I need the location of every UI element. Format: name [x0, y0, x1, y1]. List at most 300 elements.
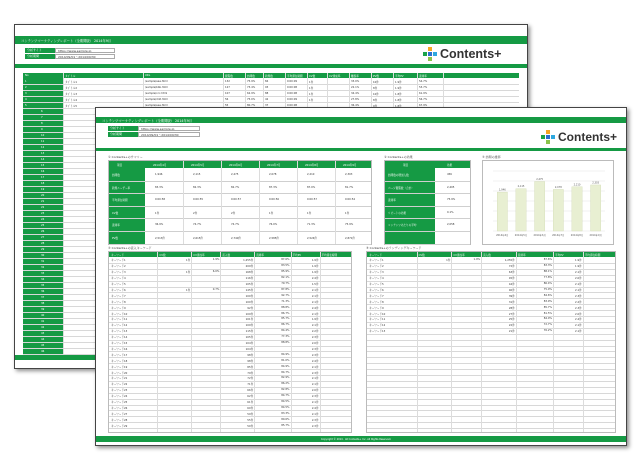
summary-col-divider — [183, 161, 184, 244]
table-cell: 1件 — [309, 98, 314, 102]
entry_keywords-cell: キーワード28 — [111, 418, 128, 422]
internal_keywords-cell: キーワード4 — [369, 277, 384, 281]
row-divider — [23, 96, 519, 97]
internal_keywords-row-divider — [367, 428, 615, 429]
summary-cell: 0:00:56 — [269, 198, 279, 202]
entry_keywords-cell: 84.4% — [281, 329, 290, 333]
entry_keywords-header-cell: キーワード — [111, 254, 124, 257]
entry_keywords-cell: キーワード21 — [111, 377, 128, 381]
summary-cell: 74.7% — [193, 223, 202, 227]
row-number: 38 — [41, 301, 45, 305]
internal_keywords-col-divider — [553, 252, 554, 432]
effect-section-title: ② Contents+の効果 — [384, 155, 413, 159]
entry_keywords-cell: 1.9件 — [311, 318, 319, 322]
internal_keywords-row-divider — [367, 363, 615, 364]
table-header-cell: 新規数 — [265, 75, 273, 78]
table-cell: 56 — [225, 97, 229, 101]
entry_keywords-cell: 92.7% — [281, 293, 290, 297]
row-number: 27 — [41, 235, 45, 239]
internal_keywords-cell: 45件 — [508, 277, 515, 281]
row-number: 26 — [41, 229, 45, 233]
summary-header-cell: 2014年6月 — [229, 164, 243, 167]
table-cell: 55 — [225, 103, 229, 107]
entry_keywords-cell: キーワード25 — [111, 401, 128, 404]
summary-cell: 87.3% — [269, 185, 278, 189]
entry_keywords-cell: 85.7% — [281, 423, 290, 427]
internal_keywords-col-divider — [583, 252, 584, 432]
table-cell: 10件 — [373, 92, 379, 96]
chart-data-label: 2,210 — [573, 183, 581, 187]
chart-data-label: 2,475 — [536, 178, 544, 181]
entry_keywords-cell: 2.0件 — [311, 389, 319, 393]
entry_keywords-header-cell: 直帰率 — [256, 254, 264, 257]
row-number: 16 — [41, 169, 45, 173]
table-cell: 1.9件 — [395, 86, 402, 90]
header-bar — [96, 117, 626, 123]
internal_keywords-cell: 77.8% — [543, 276, 552, 280]
summary-header-cell: 2014年5月 — [191, 164, 205, 167]
entry_keywords-cell: 2.1件 — [311, 288, 319, 292]
internal_keywords-cell: 84.0% — [543, 317, 552, 321]
internal_keywords-cell: 44件 — [508, 283, 515, 286]
row-number: 23 — [41, 211, 45, 215]
entry_keywords-cell: キーワード13 — [111, 330, 128, 334]
internal_keywords-cell: 2.1件 — [575, 283, 582, 286]
internal_keywords-cell: 2.4件 — [575, 318, 582, 322]
entry_keywords-cell: 2.3件 — [311, 336, 319, 340]
table-cell: タイトル1 — [65, 80, 77, 84]
row-divider — [23, 102, 519, 103]
table-cell: /sample/eee.html — [145, 103, 168, 107]
entry_keywords-cell: 79件 — [247, 371, 254, 375]
entry_keywords-cell: 6.0% — [212, 270, 220, 274]
effect-cell: 0.1% — [447, 210, 454, 214]
entry_keywords-cell: 1件 — [186, 288, 191, 292]
summary-cell: 2,740件 — [231, 237, 242, 240]
entry_keywords-cell: 2.3件 — [311, 371, 319, 375]
entry_keywords-cell: キーワード1 — [111, 259, 126, 263]
table-header-cell: No — [25, 74, 29, 77]
entry_keywords-row-divider — [109, 428, 351, 429]
row-number: 41 — [41, 319, 45, 323]
entry_keywords-col-divider — [157, 252, 158, 432]
summary-cell: 2,303 — [345, 173, 353, 176]
entry_keywords-cell: 100件 — [245, 294, 254, 298]
internal_keywords-cell: 1.9% — [473, 258, 481, 262]
summary-cell: 2,585件 — [269, 237, 280, 240]
summary-row-label: PV数 — [112, 237, 118, 240]
internal_keywords-cell: 75.0% — [543, 287, 552, 291]
table-cell: 54.7% — [419, 79, 428, 83]
internal_keywords-cell: 2.2件 — [575, 300, 582, 304]
site-value: https://www.sample.jp — [138, 126, 200, 131]
entry_keywords-cell: 109件 — [245, 312, 254, 316]
row-number: 6 — [41, 109, 43, 113]
entry_keywords-cell: 1.9件 — [311, 271, 319, 275]
entry_keywords-cell: キーワード4 — [111, 277, 126, 281]
summary-cell: 0:00:54 — [345, 198, 355, 202]
entry_keywords-header-cell: 平均滞在時間 — [321, 254, 338, 257]
row-number: 45 — [41, 343, 45, 347]
entry_keywords-cell: キーワード3 — [111, 271, 126, 275]
entry_keywords-cell: 84.5% — [281, 405, 290, 409]
report-title: コンテンツマーケティングレポート（全期間版） 2014年9月 — [21, 39, 112, 43]
entry_keywords-cell: 66件 — [247, 389, 254, 393]
entry_keywords-cell: 1,255件 — [243, 259, 254, 263]
period-value: 2014/09/01～2014/09/30 — [138, 132, 200, 137]
entry_keywords-col-divider — [291, 252, 292, 432]
internal_keywords-row-divider — [367, 351, 615, 352]
table-cell: 84 — [265, 79, 269, 83]
entry_keywords-cell: 2.3件 — [311, 347, 319, 351]
internal_keywords-cell: 22件 — [508, 324, 515, 328]
entry_keywords-cell: 86.2% — [281, 382, 290, 386]
entry_keywords-cell: 1件 — [186, 271, 191, 275]
summary-cell: 2,871件 — [345, 237, 356, 240]
summary-cell: 76.0% — [269, 223, 278, 227]
summary-cell: 1件 — [155, 211, 160, 215]
entry_keywords-cell: 79.7% — [281, 282, 290, 285]
row-number: 29 — [41, 247, 45, 251]
table-cell: 2 — [25, 85, 27, 89]
internal_keywords-cell: キーワード3 — [369, 271, 384, 275]
summary-cell: 0:00:57 — [307, 198, 317, 202]
row-number: 17 — [41, 175, 45, 179]
internal_keywords-cell: キーワード12 — [369, 324, 386, 328]
table-header-cell: 離脱率 — [351, 75, 359, 78]
entry_keywords-cell: 50件 — [247, 424, 254, 428]
table-header-cell: PV数 — [373, 75, 379, 78]
internal_keywords-row-divider — [367, 399, 615, 400]
chart-bar — [591, 185, 601, 231]
summary-row-divider — [109, 193, 371, 194]
internal_keywords-cell: キーワード9 — [369, 306, 384, 310]
summary-cell: 2件 — [231, 211, 236, 215]
entry_keywords-cell: 85件 — [247, 365, 254, 369]
entry_keywords-cell: 84.7% — [281, 394, 290, 398]
entry_keywords-cell: 60件 — [247, 406, 254, 410]
internal_keywords-cell: 88.1% — [543, 270, 552, 274]
row-number: 10 — [41, 133, 45, 137]
table-cell: 10件 — [373, 80, 379, 84]
entry_keywords-cell: 209件 — [245, 265, 254, 269]
entry_keywords-cell: 85.9% — [281, 270, 290, 274]
entry_keywords-cell: 2.1件 — [311, 412, 319, 416]
effect-row-label: コンテンツあたりの平均 — [388, 224, 417, 228]
divider-bar — [15, 64, 527, 68]
internal_keywords-cell: 21件 — [508, 330, 515, 334]
entry_keywords-cell: 1.9件 — [311, 265, 319, 269]
summary-header-cell: 項目 — [117, 164, 123, 167]
internal_keywords-cell: キーワード1 — [369, 259, 384, 263]
summary-cell: 71.3% — [307, 223, 316, 227]
site-label: 分析サイト — [108, 126, 138, 131]
internal_keywords-cell: キーワード8 — [369, 300, 384, 304]
summary-cell: 2,078 — [269, 173, 277, 176]
entry_keywords-col-divider — [254, 252, 255, 432]
table-cell: 33.0% — [351, 79, 360, 83]
entry_keywords-cell: 84.9% — [281, 364, 290, 368]
table-cell: 73.4% — [247, 85, 256, 89]
internal_keywords-col-divider — [417, 252, 418, 432]
table-cell: タイトル5 — [65, 104, 77, 108]
effect-row-divider — [385, 218, 470, 219]
table-cell: 9件 — [373, 104, 378, 108]
chart-bar — [516, 189, 526, 231]
entry_keywords-cell: 85.7% — [281, 317, 290, 321]
row-number: 18 — [41, 181, 45, 185]
internal_keywords-header-cell: 平均PV — [555, 254, 564, 257]
entry_keywords-cell: 71件 — [247, 383, 254, 387]
row-number: 44 — [41, 337, 45, 341]
summary-header-cell: 2014年9月 — [343, 164, 357, 167]
summary-header-cell: 2014年8月 — [305, 164, 319, 167]
site-label: 分析サイト — [25, 48, 55, 53]
entry_keywords-cell: 84.9% — [281, 352, 290, 356]
internal_keywords-cell: 2.3件 — [575, 306, 582, 310]
chart-category-label: 2014年4月 — [496, 234, 509, 237]
entry_keywords-cell: 77.3% — [281, 335, 290, 339]
table-cell: 42 — [265, 97, 269, 101]
internal_keywords-cell: 25件 — [508, 318, 515, 322]
table-cell: 1件 — [309, 92, 314, 96]
internal_keywords-cell: 1.9件 — [575, 265, 582, 269]
entry_keywords-cell: 59件 — [247, 412, 254, 416]
internal_keywords-header-row — [367, 252, 615, 257]
internal_keywords-cell: キーワード6 — [369, 288, 384, 292]
summary-col-divider — [259, 161, 260, 244]
table-cell: /sample/ddd.html — [145, 97, 168, 101]
table-cell: 1 — [25, 79, 27, 83]
summary-cell: 0:00:55 — [193, 198, 203, 202]
chart-section-title: ③ 訪問の推移 — [482, 155, 501, 159]
summary-cell: 2,513件 — [155, 237, 166, 240]
entry_keywords-cell: キーワード19 — [111, 365, 128, 369]
summary-row-label: CV数 — [112, 211, 119, 215]
entry_keywords-header-cell: CV数 — [159, 254, 166, 257]
summary-cell: 1,946 — [155, 173, 163, 176]
internal_keywords-cell: 2.3件 — [575, 294, 582, 298]
internal_keywords-cell: 85.7% — [543, 305, 552, 309]
table-cell: 3 — [25, 91, 27, 95]
chart-category-label: 2014年7月 — [552, 234, 565, 237]
entry_keywords-cell: 98件 — [247, 359, 254, 363]
entry_keywords-header-cell: 流入数 — [222, 254, 231, 257]
table-cell: 56.7% — [419, 97, 428, 101]
internal_keywords-row-divider — [367, 393, 615, 394]
entry_keywords-cell: 84.5% — [281, 400, 290, 403]
entry_keywords-cell: キーワード22 — [111, 383, 128, 387]
internal_keywords-row-divider — [367, 405, 615, 406]
entry_keywords-cell: キーワード27 — [111, 412, 128, 416]
table-header-cell: 直帰率 — [419, 75, 427, 78]
entry_keywords-cell: 87.6% — [281, 258, 290, 262]
entry_keywords-cell: キーワード26 — [111, 406, 128, 410]
brand-logo — [541, 130, 617, 144]
summary-cell: 82.7% — [231, 185, 240, 189]
report-sheet-front — [95, 107, 627, 446]
entry_keywords-cell: キーワード10 — [111, 312, 128, 316]
chart-category-label: 2014年9月 — [589, 234, 602, 237]
chart-category-label: 2014年5月 — [514, 234, 528, 237]
entry-keyword-table — [108, 251, 352, 433]
summary-col-divider — [297, 161, 298, 244]
internal_keywords-row-divider — [367, 375, 615, 376]
chart-bar — [497, 192, 507, 231]
summary-row-divider — [109, 181, 371, 182]
entry_keywords-header-cell: 平均PV — [292, 254, 302, 257]
entry_keywords-cell: 83.5% — [281, 264, 290, 268]
chart-bar — [572, 187, 582, 231]
row-number: 8 — [41, 121, 43, 125]
report-title: コンテンツマーケティングレポート（全期間版） 2014年9月 — [102, 119, 193, 123]
internal_keywords-cell: 2.1件 — [575, 330, 582, 334]
entry_keywords-cell: 2.1件 — [311, 377, 319, 381]
table-cell: 0:00:09 — [287, 79, 297, 83]
entry_keywords-cell: キーワード12 — [111, 324, 128, 328]
entry_keywords-col-divider — [320, 252, 321, 432]
visits-bar-chart — [483, 161, 613, 244]
table-cell: 75.9% — [247, 79, 256, 83]
entry_keywords-cell: 2.3件 — [311, 424, 319, 428]
chart-data-label: 2,115 — [517, 185, 525, 189]
internal_keywords-cell: 81.5% — [543, 311, 552, 315]
period-label: 分析期間 — [108, 132, 138, 137]
entry_keywords-cell: キーワード29 — [111, 424, 128, 428]
row-number: 24 — [41, 217, 45, 221]
internal_keywords-row-divider — [367, 381, 615, 382]
table-cell: 80.7% — [247, 103, 256, 107]
internal_keywords-cell: 83.3% — [543, 264, 552, 268]
row-number: 21 — [41, 199, 45, 203]
summary-row-label: 新規ユーザー率 — [112, 186, 131, 190]
summary-row-divider — [109, 218, 371, 219]
row-number: 39 — [41, 307, 45, 311]
row-number: 22 — [41, 205, 45, 209]
internal_keywords-cell: 27件 — [508, 312, 515, 316]
row-number: 37 — [41, 295, 45, 299]
internal_keywords-cell: 87.6% — [543, 258, 552, 262]
internal_keywords-col-divider — [481, 252, 482, 432]
internal_keywords-header-cell: CV達成率 — [453, 254, 465, 257]
summary-cell: 82.3% — [193, 185, 202, 189]
table-cell: 8件 — [373, 86, 378, 90]
summary-cell: 2,475 — [231, 173, 239, 176]
table-header-cell: CV達成率 — [329, 75, 341, 78]
internal_keywords-row-divider — [367, 416, 615, 417]
table-cell: /sample/ccc.html — [145, 91, 168, 95]
summary-cell: 1件 — [269, 211, 274, 215]
table-cell: 27.8% — [351, 97, 360, 101]
table-cell: タイトル4 — [65, 98, 77, 102]
entry_keywords-cell: キーワード16 — [111, 347, 128, 351]
summary-header-cell: 2014年7月 — [267, 164, 281, 167]
entry-keyword-section-title: ④ Contents+の流入キーワード — [108, 246, 152, 250]
period-value: 2014/09/01～2014/09/30 — [55, 54, 115, 59]
table-header-cell: 訪問数 — [247, 75, 255, 78]
summary-cell: 36.9% — [155, 223, 164, 227]
row-number: 33 — [41, 271, 45, 275]
table-cell: 53.7% — [419, 85, 428, 89]
summary-cell: 2,210 — [307, 173, 315, 176]
effect-row-divider — [385, 193, 470, 194]
logo-text: Contents+ — [558, 130, 618, 144]
row-number: 19 — [41, 187, 45, 191]
table-cell: 0:00:09 — [287, 97, 297, 101]
table-cell: 5 — [25, 103, 27, 107]
entry_keywords-cell: キーワード24 — [111, 395, 128, 399]
entry_keywords-cell: キーワード7 — [111, 294, 126, 298]
internal_keywords-cell: 72.7% — [543, 323, 552, 327]
table-cell: 37 — [265, 103, 269, 107]
internal_keywords-cell: 1,255件 — [504, 259, 515, 263]
chart-data-label: 2,078 — [554, 185, 562, 189]
chart-data-label: 2,303 — [592, 181, 600, 185]
effect-row-label: ページ閲覧数（合計） — [388, 186, 414, 190]
table-cell: 1.8件 — [395, 98, 402, 102]
row-number: 11 — [41, 139, 45, 143]
summary-row-label: 直帰率 — [112, 224, 120, 228]
table-cell: 1件 — [309, 86, 314, 90]
row-divider — [23, 90, 519, 91]
entry_keywords-cell: 2.1件 — [311, 365, 319, 369]
table-cell: 22.1% — [351, 85, 360, 89]
entry_keywords-cell: 104件 — [245, 342, 254, 345]
entry_keywords-cell: 2.2件 — [311, 330, 319, 334]
row-number: 30 — [41, 253, 45, 257]
entry_keywords-cell: 105件 — [245, 336, 254, 340]
table-cell: 127 — [225, 85, 230, 89]
table-cell: 88 — [265, 91, 269, 95]
internal_keywords-cell: 28件 — [508, 306, 515, 310]
effect-row-divider — [385, 231, 470, 232]
internal_keywords-cell: 86.4% — [543, 282, 552, 285]
table-cell: 132 — [225, 79, 230, 83]
effect-row-label: リピートの効果 — [388, 211, 407, 215]
entry_keywords-cell: キーワード11 — [111, 318, 128, 322]
summary-section-title: ① Contents+のサマリー — [108, 155, 143, 159]
period-label: 分析期間 — [25, 54, 55, 59]
internal_keywords-cell: 84.6% — [543, 293, 552, 297]
table-cell: 107 — [225, 91, 230, 95]
logo-text: Contents+ — [440, 47, 502, 61]
table-cell: 8件 — [373, 98, 378, 102]
internal_keywords-header-cell: 流入数 — [483, 254, 491, 257]
internal_keywords-cell: 39件 — [508, 294, 515, 298]
table-cell: 67.9% — [419, 103, 428, 107]
entry_keywords-cell: 98件 — [247, 353, 254, 357]
chart-data-label: 1,946 — [498, 188, 506, 192]
entry_keywords-cell: 101件 — [245, 318, 254, 322]
row-number: 7 — [41, 115, 43, 119]
table-header-cell: URL — [145, 74, 151, 77]
effect-cell: 2,058 — [447, 223, 455, 227]
table-cell: 1.8件 — [395, 104, 402, 108]
entry_keywords-cell: 2.1件 — [311, 294, 319, 298]
internal_keywords-cell: 63件 — [508, 271, 515, 275]
row-number: 34 — [41, 277, 45, 281]
internal_keywords-row-divider — [367, 422, 615, 423]
internal_keywords-cell: キーワード11 — [369, 318, 386, 322]
table-cell: /sample/aaa.html — [145, 79, 168, 83]
effect-cell: 75.9% — [447, 198, 456, 202]
entry_keywords-cell: 115件 — [245, 330, 254, 334]
entry_keywords-cell: 1件 — [186, 259, 191, 263]
table-cell: 0:00:08 — [287, 103, 297, 107]
summary-cell: 2件 — [193, 211, 198, 215]
entry_keywords-cell: 80.6% — [281, 417, 290, 421]
chart-bar — [553, 189, 563, 231]
